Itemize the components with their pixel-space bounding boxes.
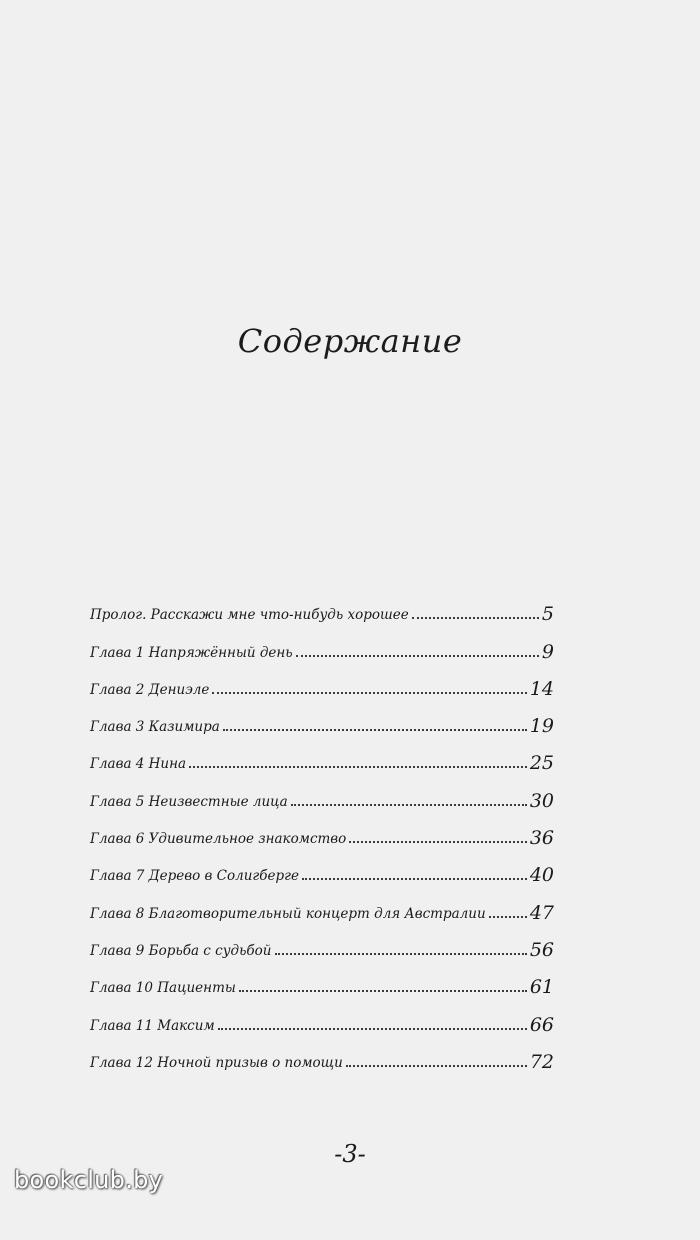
toc-title: Содержание — [237, 322, 463, 360]
toc-entry-label: Глава 6 Удивительное знакомство — [90, 831, 347, 848]
page-number: -3- — [334, 1140, 366, 1168]
toc-entry — [90, 886, 554, 923]
toc-entry-label: Глава 9 Борьба с судьбой — [90, 942, 272, 959]
table-of-contents — [90, 588, 554, 1073]
toc-entry-label: Глава 2 Дениэле — [90, 681, 210, 698]
toc-entry-label: Глава 5 Неизвестные лица — [90, 793, 288, 810]
toc-dot-leader — [239, 990, 527, 992]
toc-entry-page: 47 — [529, 901, 554, 924]
toc-entry — [90, 924, 554, 961]
toc-entry — [90, 737, 554, 774]
toc-entry-page: 9 — [541, 640, 554, 663]
toc-dot-leader — [349, 841, 527, 843]
toc-entry — [90, 849, 554, 886]
toc-entry — [90, 774, 554, 811]
toc-entry — [90, 961, 554, 998]
toc-entry-label: Глава 10 Пациенты — [90, 980, 236, 997]
toc-entry — [90, 625, 554, 662]
toc-entry — [90, 663, 554, 700]
toc-entry-page: 72 — [529, 1050, 554, 1073]
toc-entry-page: 30 — [529, 789, 554, 812]
toc-entry-label: Глава 8 Благотворительный концерт для Австралии — [90, 905, 486, 922]
toc-entry-page: 61 — [529, 976, 554, 999]
toc-dot-leader — [189, 766, 527, 768]
toc-dot-leader — [291, 804, 527, 806]
toc-entry — [90, 700, 554, 737]
toc-entry-page: 14 — [529, 677, 554, 700]
toc-dot-leader — [489, 916, 527, 918]
toc-dot-leader — [212, 692, 526, 694]
toc-dot-leader — [296, 655, 539, 657]
toc-entry — [90, 998, 554, 1035]
toc-entry-label: Глава 1 Напряжённый день — [90, 644, 293, 661]
toc-entry-label: Глава 12 Ночной призыв о помощи — [90, 1054, 343, 1071]
toc-entry-label: Глава 11 Максим — [90, 1017, 215, 1034]
toc-entry-page: 5 — [541, 603, 554, 626]
toc-entry-label: Глава 3 Казимира — [90, 719, 220, 736]
toc-entry-page: 66 — [529, 1013, 554, 1036]
toc-dot-leader — [275, 953, 527, 955]
toc-entry-page: 56 — [529, 938, 554, 961]
toc-dot-leader — [218, 1028, 527, 1030]
toc-entry — [90, 588, 554, 625]
toc-entry-page: 36 — [529, 827, 554, 850]
site-watermark: bookclub.by — [14, 1166, 164, 1194]
toc-entry — [90, 1036, 554, 1073]
toc-entry-page: 25 — [529, 752, 554, 775]
toc-dot-leader — [346, 1065, 527, 1067]
toc-entry-page: 19 — [529, 715, 554, 738]
toc-dot-leader — [412, 617, 539, 619]
toc-entry-label: Глава 7 Дерево в Солигберге — [90, 868, 299, 885]
toc-dot-leader — [302, 878, 527, 880]
toc-entry — [90, 812, 554, 849]
toc-entry-page: 40 — [529, 864, 554, 887]
toc-dot-leader — [223, 729, 527, 731]
toc-entry-label: Глава 4 Нина — [90, 756, 187, 773]
toc-entry-label: Пролог. Расскажи мне что-нибудь хорошее — [90, 607, 409, 624]
